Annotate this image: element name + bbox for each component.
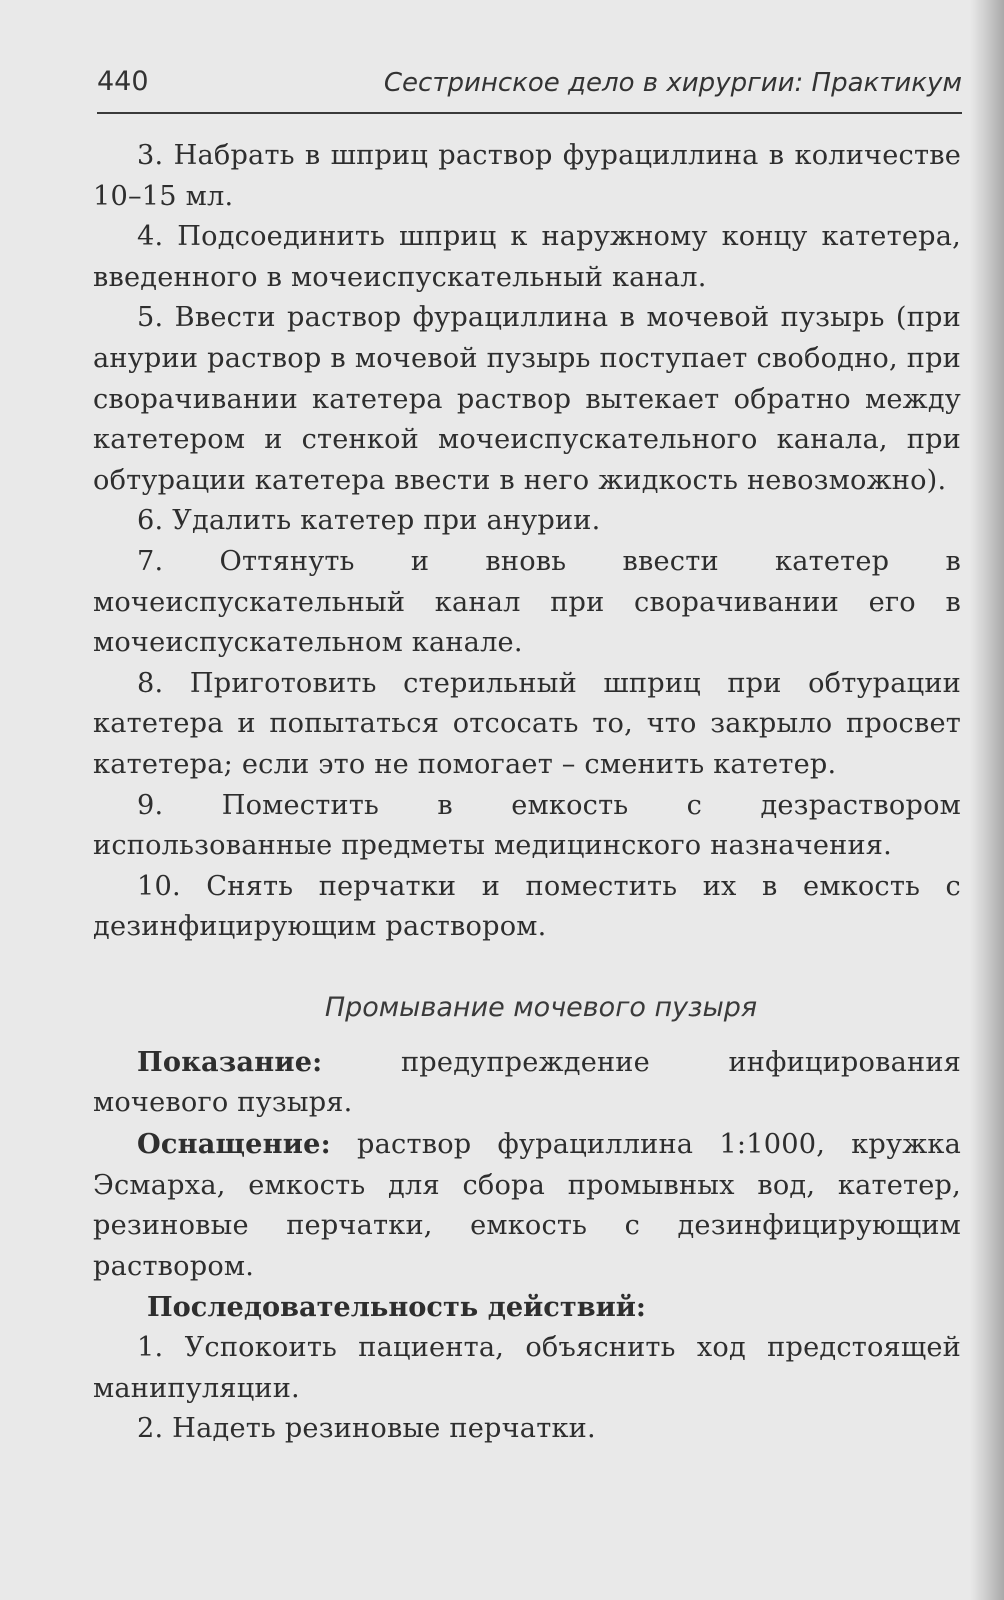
equipment-label: Оснащение: (137, 1128, 331, 1161)
indication-label: Показание: (137, 1045, 323, 1078)
indication-paragraph (93, 1042, 961, 1124)
sequence-heading: Последовательность действий: (147, 1291, 646, 1324)
equipment-paragraph (93, 1124, 961, 1287)
indication-text: предупреждение инфицирования мочевого пузыря. (93, 1046, 961, 1119)
page-number: 440 (97, 66, 149, 97)
page-header (97, 62, 962, 114)
step-9: 9. Поместить в емкость с дезраствором использованные предметы медицинского назначения. (93, 789, 961, 862)
step-3: 3. Набрать в шприц раствор фурациллина в количестве 10–15 мл. (93, 140, 961, 212)
step-10: 10. Снять перчатки и поместить их в емкость с дезинфицирующим раствором. (93, 870, 961, 943)
page-edge-shadow (970, 0, 1004, 1600)
section-title: Промывание мочевого пузыря (324, 991, 758, 1023)
step-8: 8. Приготовить стерильный шприц при обтурации катетера и попытаться отсосать то, что закрыло просвет катетера; если это не помогает – сменить катетер. (93, 667, 961, 780)
step-7: 7. Оттянуть и вновь ввести катетер в мочеиспускательный канал при сворачивании его в мочеиспускательном канале. (93, 545, 961, 659)
equipment-text: раствор фурациллина 1:1000, кружка Эсмарха, емкость для сбора промывных вод, катетер, резиновые перчатки, емкость с дезинфицирующим раствором. (93, 1129, 961, 1282)
running-title: Сестринское дело в хирургии: Практикум (383, 68, 962, 98)
page-body (93, 136, 961, 1450)
step-4: 4. Подсоединить шприц к наружному концу катетера, введенного в мочеиспускательный канал. (93, 221, 961, 293)
section-step-1: 1. Успокоить пациента, объяснить ход предстоящей манипуляции. (93, 1332, 961, 1404)
step-5: 5. Ввести раствор фурациллина в мочевой пузырь (при анурии раствор в мочевой пузырь поступает свободно, при сворачивании катетера раствор вытекает обратно между катетером и стенкой мочеиспускательного канала, при обтурации катетера ввести в него жидкость невозможно). (93, 302, 961, 496)
section-step-2: 2. Надеть резиновые перчатки. (137, 1413, 596, 1445)
step-6: 6. Удалить катетер при анурии. (137, 505, 601, 537)
